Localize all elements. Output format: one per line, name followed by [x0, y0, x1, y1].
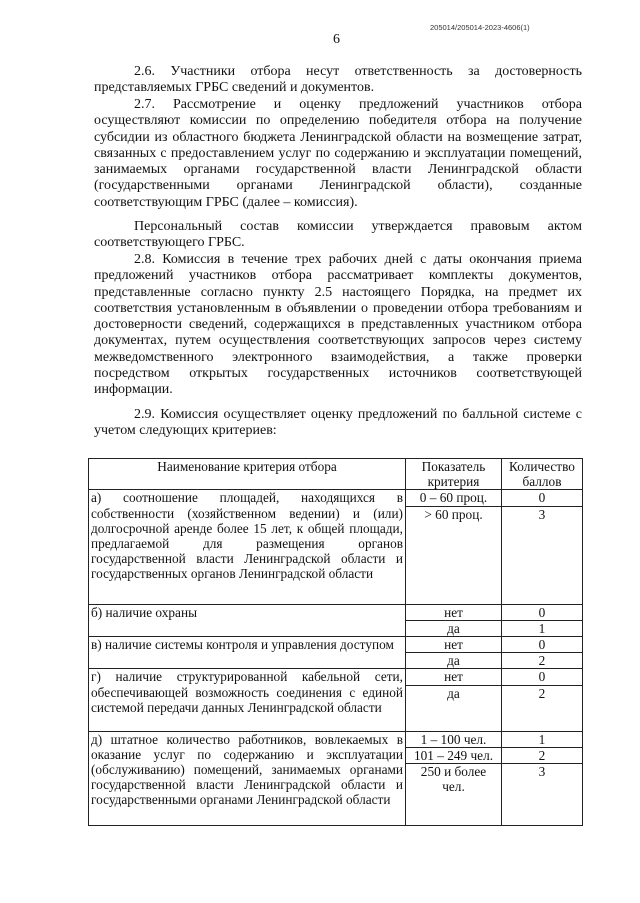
- criterion-points: 0: [502, 637, 583, 653]
- criterion-indicator: > 60 проц.: [406, 506, 502, 604]
- criterion-points: 0: [502, 669, 583, 685]
- criterion-indicator: да: [406, 620, 502, 636]
- criterion-points: 0: [502, 490, 583, 506]
- criterion-name: а) соотношение площадей, находящихся в собственности (хозяйственном ведении) и (или) долгосрочной аренде более 15 лет, к общей площади, предлагаемой для размещения органов государственной власти Ленинградской области и государственных органов Ленинградской области: [89, 490, 406, 604]
- criterion-name: б) наличие охраны: [89, 604, 406, 636]
- table-row: [89, 731, 583, 747]
- header-points: Количество баллов: [502, 459, 583, 490]
- criterion-points: 0: [502, 604, 583, 620]
- criterion-name: в) наличие системы контроля и управления доступом: [89, 637, 406, 669]
- criterion-indicator: нет: [406, 604, 502, 620]
- criterion-indicator: 101 – 249 чел.: [406, 747, 502, 763]
- criterion-name: г) наличие структурированной кабельной сети, обеспечивающей возможность соединения с единой системой передачи данных Ленинградской области: [89, 669, 406, 731]
- table-row: [89, 669, 583, 685]
- header-indicator: Показатель критерия: [406, 459, 502, 490]
- page-number: 6: [333, 32, 340, 47]
- criterion-indicator: да: [406, 653, 502, 669]
- paragraph-2-9: 2.9. Комиссия осуществляет оценку предложений по балльной системе с учетом следующих критериев:: [94, 407, 582, 439]
- paragraph-2-8: 2.8. Комиссия в течение трех рабочих дней с даты окончания приема предложений участников отбора рассматривает комплекты документов, представленные согласно пункту 2.5 настоящего Порядка, на предмет их соответствия установленным в объявлении о проведении отбора требованиям и достоверности сведений, содержащихся в представленных участником отбора документах, путем осуществления соответствующих запросов через систему межведомственного электронного взаимодействия, а также проверки посредством открытых государственных источников соответствующей информации.: [94, 252, 582, 398]
- criterion-indicator: 250 и более чел.: [406, 764, 502, 826]
- document-id: 205014/205014-2023-4606(1): [430, 23, 530, 32]
- table-header-row: [89, 459, 583, 490]
- table-row: [89, 490, 583, 506]
- paragraph-2-7: 2.7. Рассмотрение и оценку предложений участников отбора осуществляют комиссии по определению победителя отбора на получение субсидии из областного бюджета Ленинградской области на возмещение затрат, связанных с предоставлением услуг по содержанию и эксплуатации помещений, занимаемых органами государственной власти Ленинградской области (государственными органами Ленинградской области), созданные соответствующим ГРБС (далее – комиссия).: [94, 97, 582, 210]
- criterion-points: 1: [502, 620, 583, 636]
- criterion-indicator: да: [406, 685, 502, 731]
- criterion-points: 3: [502, 764, 583, 826]
- criterion-indicator: нет: [406, 637, 502, 653]
- header-criterion-name: Наименование критерия отбора: [89, 459, 406, 490]
- paragraph-2-6: 2.6. Участники отбора несут ответственность за достоверность представляемых ГРБС сведений и документов.: [94, 64, 582, 96]
- criterion-points: 3: [502, 506, 583, 604]
- paragraph-personnel: Персональный состав комиссии утверждается правовым актом соответствующего ГРБС.: [94, 219, 582, 251]
- criterion-name: д) штатное количество работников, вовлекаемых в оказание услуг по содержанию и эксплуатации (обслуживанию) помещений, занимаемых органами государственной власти Ленинградской области и государственными органами Ленинградской области: [89, 731, 406, 825]
- criterion-points: 1: [502, 731, 583, 747]
- table-row: [89, 604, 583, 620]
- table-row: [89, 637, 583, 653]
- criterion-points: 2: [502, 685, 583, 731]
- criterion-indicator: нет: [406, 669, 502, 685]
- criterion-points: 2: [502, 653, 583, 669]
- criterion-points: 2: [502, 747, 583, 763]
- criteria-table: [88, 458, 583, 826]
- criterion-indicator: 0 – 60 проц.: [406, 490, 502, 506]
- criterion-indicator: 1 – 100 чел.: [406, 731, 502, 747]
